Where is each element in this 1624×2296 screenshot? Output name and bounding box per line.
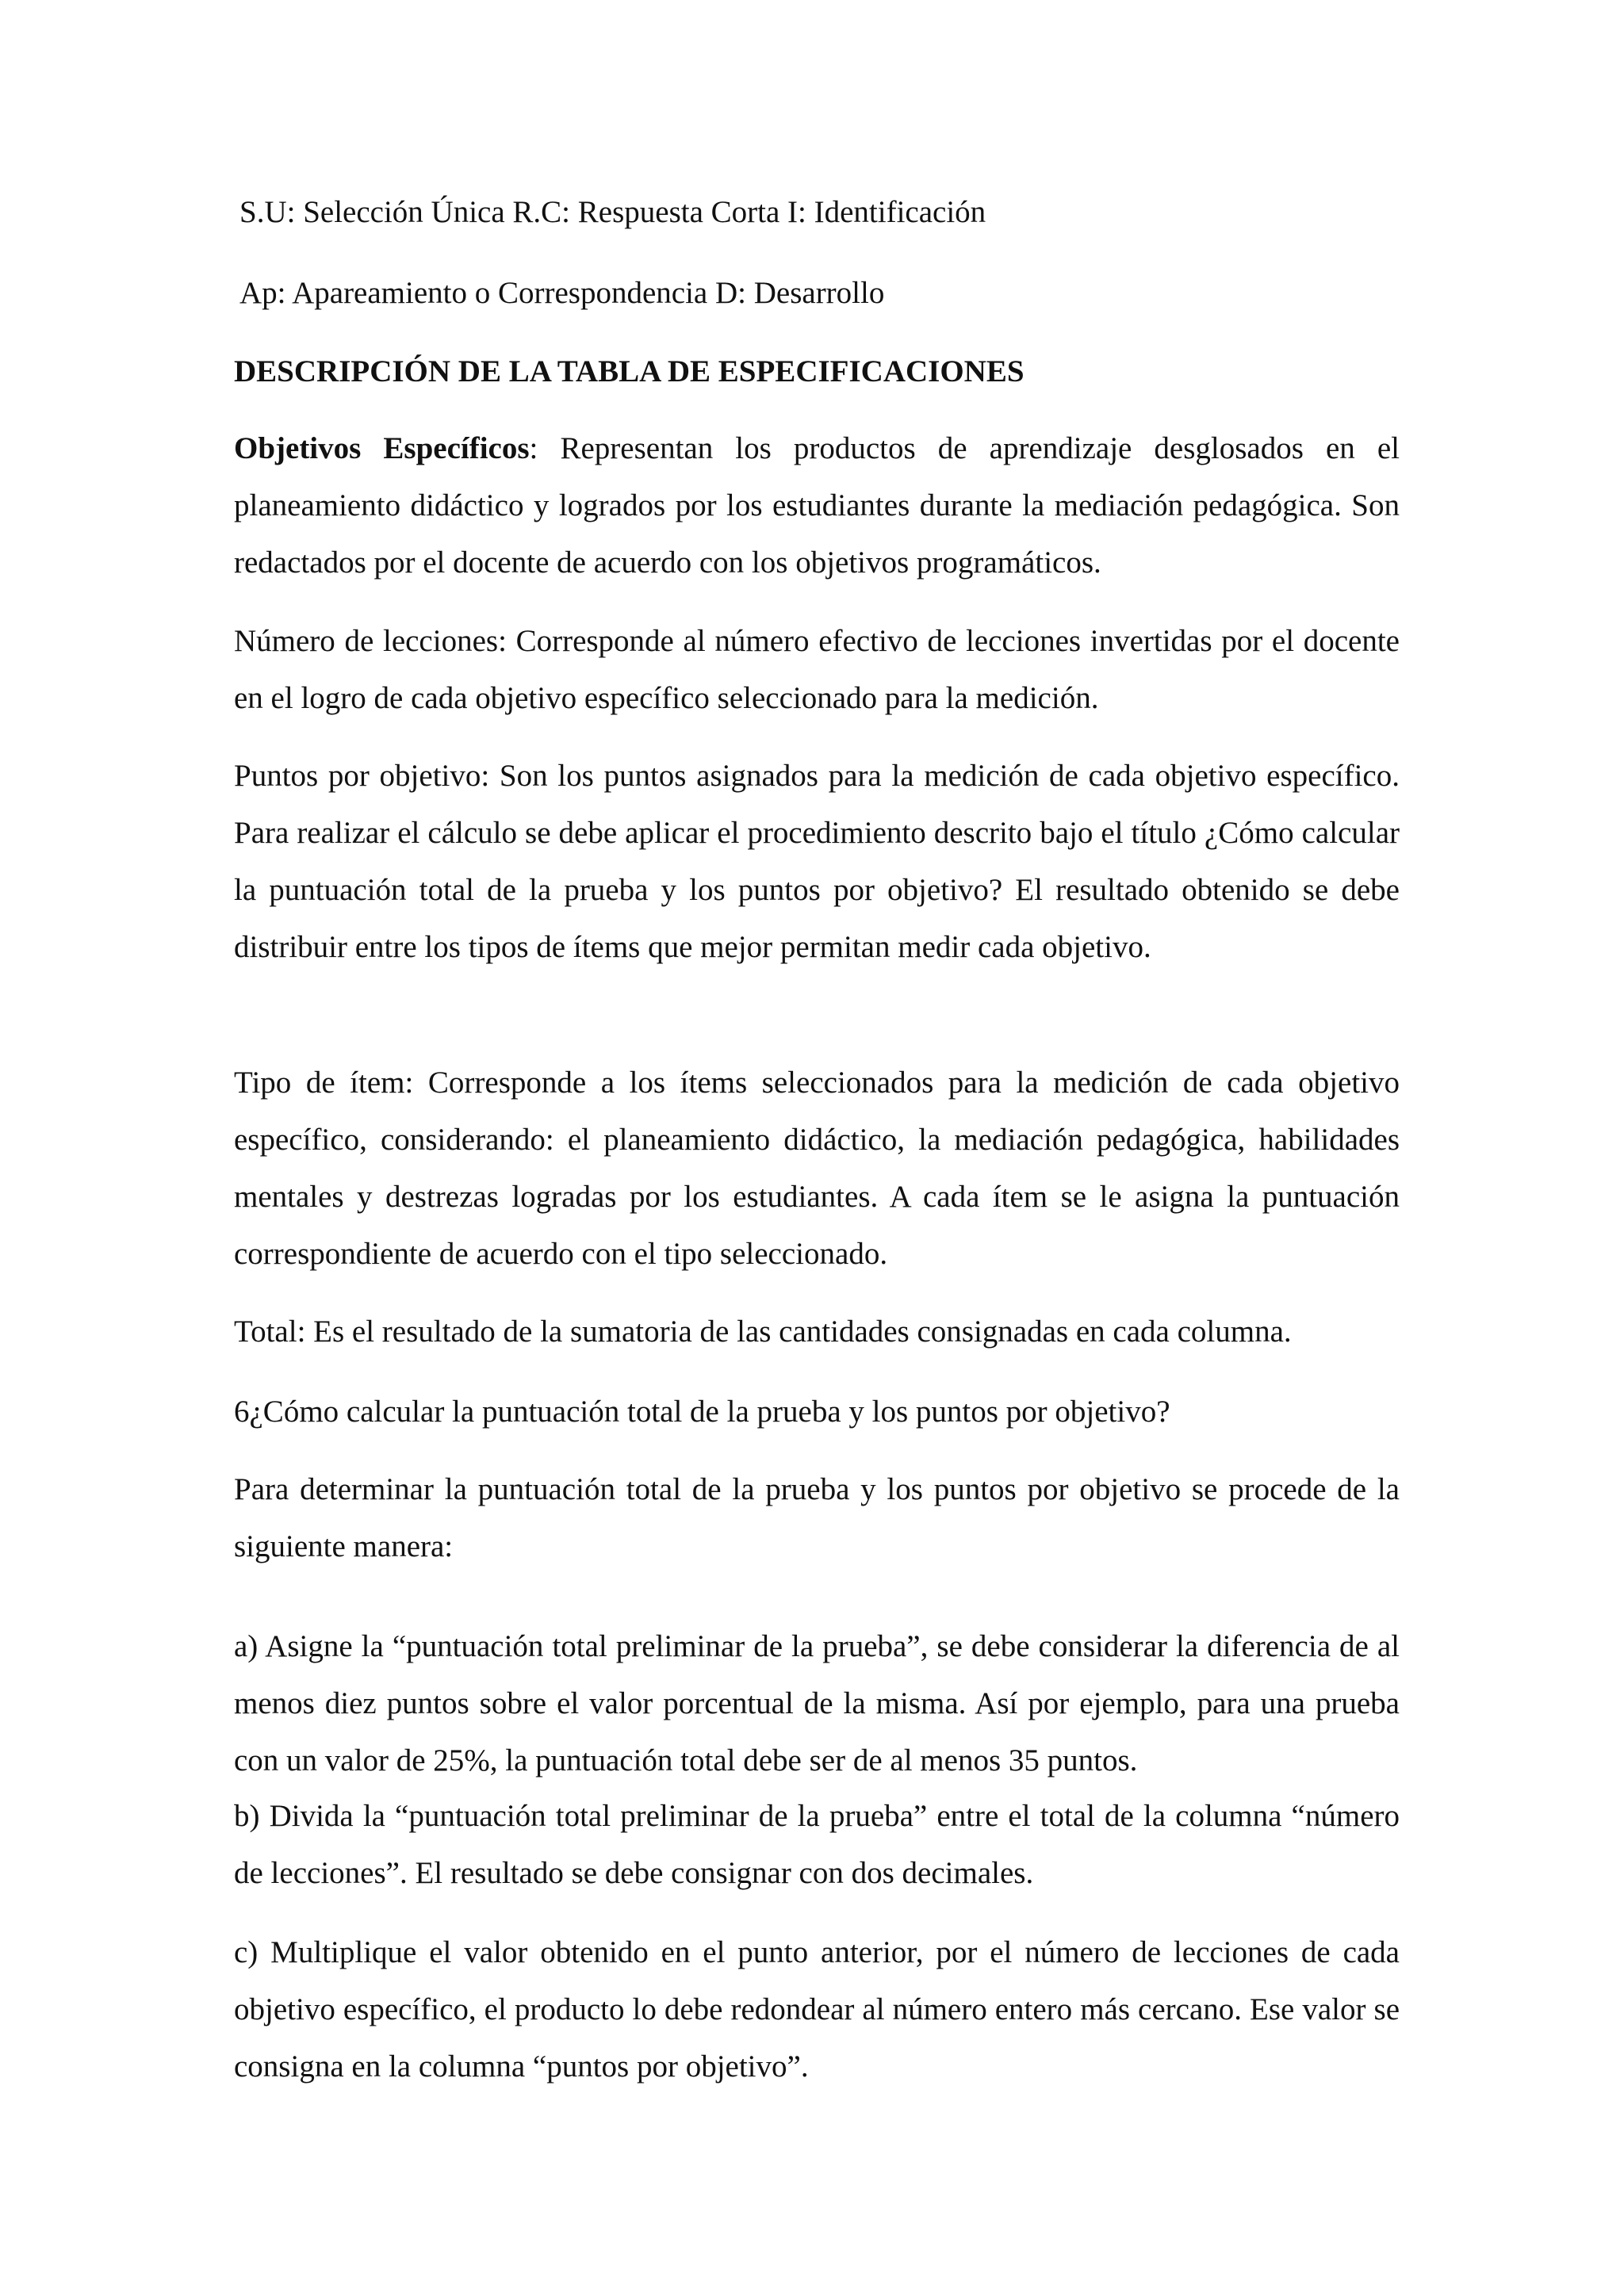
question-heading: 6¿Cómo calcular la puntuación total de la prueba y los puntos por objetivo? <box>234 1395 1170 1429</box>
step-a: a) Asigne la “puntuación total preliminar de la prueba”, se debe considerar la diferencia de al menos diez puntos sobre el valor porcentual de la misma. Así por ejemplo, para una prueba con un valor de 25%, la puntuación total debe ser de al menos 35 puntos. <box>234 1629 1400 1777</box>
paragraph-tipo-item: Tipo de ítem: Corresponde a los ítems seleccionados para la medición de cada objetivo específico, considerando: el planeamiento didáctico, la mediación pedagógica, habilidades mentales y destrezas logradas por los estudiantes. A cada ítem se le asigna la puntuación correspondiente de acuerdo con el tipo seleccionado. <box>234 1066 1400 1271</box>
legend-line-1: S.U: Selección Única R.C: Respuesta Corta I: Identificación <box>239 195 986 229</box>
definition-objetivos: : Representan los productos de aprendizaje desglosados en el planeamiento didáctico y logrados por los estudiantes durante la mediación pedagógica. Son redactados por el docente de acuerdo con los objetivos programáticos. <box>234 431 1400 580</box>
paragraph-lecciones: Número de lecciones: Corresponde al número efectivo de lecciones invertidas por el docente en el logro de cada objetivo específico seleccionado para la medición. <box>234 624 1400 715</box>
term-objetivos: Objetivos Específicos <box>234 431 530 465</box>
paragraph-objetivos <box>234 420 1400 591</box>
legend-line-2: Ap: Apareamiento o Correspondencia D: Desarrollo <box>239 276 885 310</box>
section-heading: DESCRIPCIÓN DE LA TABLA DE ESPECIFICACIONES <box>234 354 1025 388</box>
paragraph-puntos: Puntos por objetivo: Son los puntos asignados para la medición de cada objetivo específico. Para realizar el cálculo se debe aplicar el procedimiento descrito bajo el título ¿Cómo calcular la puntuación total de la prueba y los puntos por objetivo? El resultado obtenido se debe distribuir entre los tipos de ítems que mejor permitan medir cada objetivo. <box>234 759 1400 964</box>
step-b: b) Divida la “puntuación total preliminar de la prueba” entre el total de la columna “número de lecciones”. El resultado se debe consignar con dos decimales. <box>234 1799 1400 1890</box>
paragraph-intro: Para determinar la puntuación total de la prueba y los puntos por objetivo se procede de la siguiente manera: <box>234 1472 1400 1563</box>
step-c: c) Multiplique el valor obtenido en el punto anterior, por el número de lecciones de cada objetivo específico, el producto lo debe redondear al número entero más cercano. Ese valor se consigna en la columna “puntos por objetivo”. <box>234 1935 1400 2084</box>
paragraph-total: Total: Es el resultado de la sumatoria de las cantidades consignadas en cada columna. <box>234 1314 1292 1349</box>
